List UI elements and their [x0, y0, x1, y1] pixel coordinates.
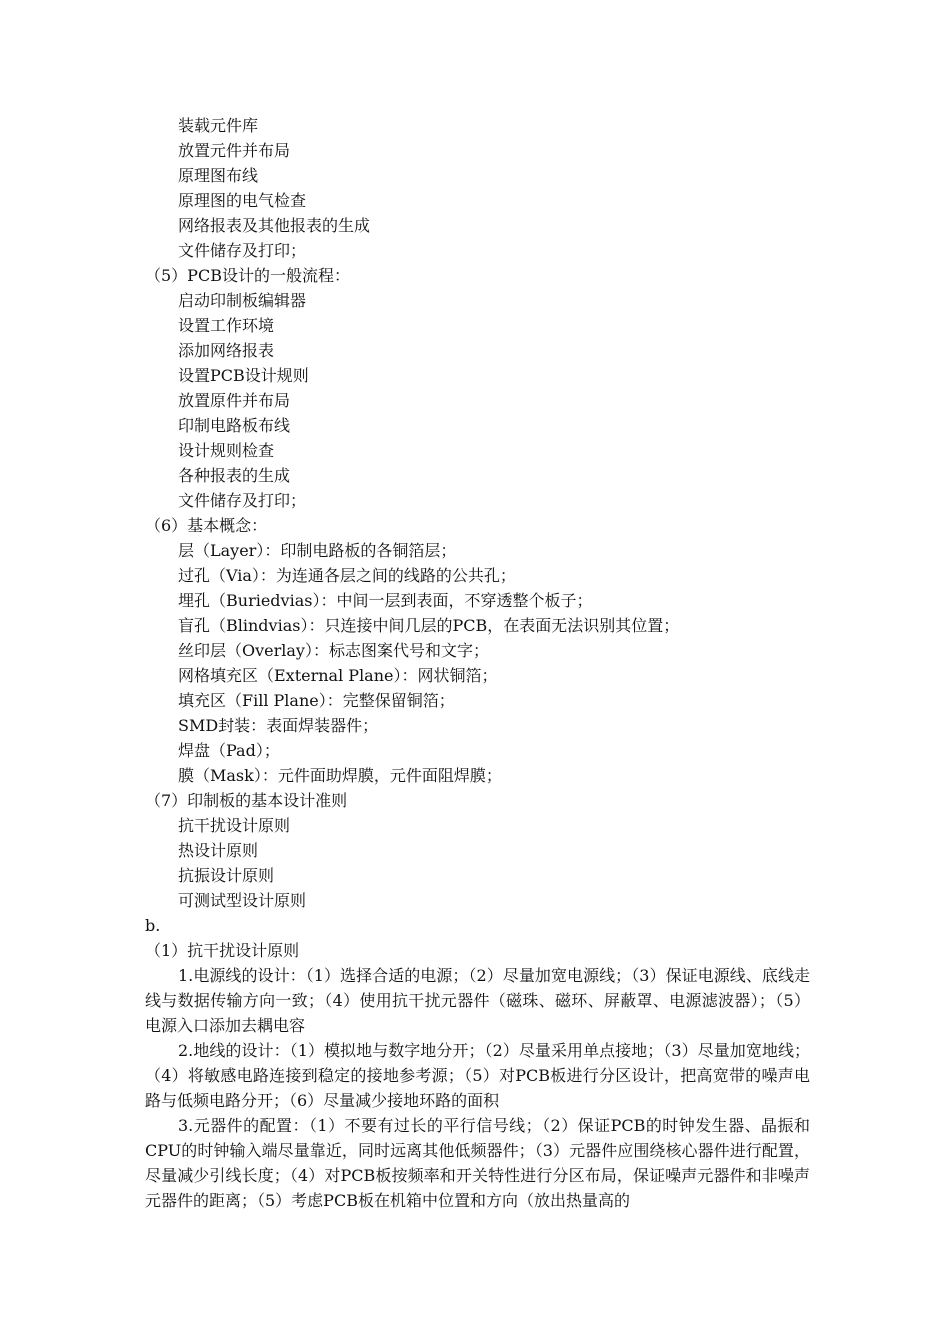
list-item: 放置原件并布局: [178, 391, 291, 410]
paragraph-component-layout: 3.元器件的配置：（1）不要有过长的平行信号线；（2）保证PCB的时钟发生器、晶振和CPU的时钟输入端尽量靠近，同时远离其他低频器件；（3）元器件应围绕核心器件进行配置，尽量减少引线长度；（4）对PCB板按频率和开关特性进行分区布局，保证噪声元器件和非噪声元器件的距离；（5）考虑PCB板在机箱中位置和方向（放出热量高的: [145, 1116, 810, 1210]
section-heading-pcb-flow: （5）PCB设计的一般流程：: [145, 266, 350, 285]
document-body: [145, 113, 810, 1213]
list-item: 网格填充区（External Plane）：网状铜箔；: [178, 666, 498, 685]
list-item: 文件储存及打印；: [178, 241, 307, 260]
list-item: 热设计原则: [178, 841, 259, 860]
list-item: 网络报表及其他报表的生成: [178, 216, 371, 235]
paragraph-power-line: 1.电源线的设计：（1）选择合适的电源；（2）尽量加宽电源线；（3）保证电源线、底线走线与数据传输方向一致；（4）使用抗干扰元器件（磁珠、磁环、屏蔽罩、电源滤波器）；（5）电源入口添加去耦电容: [145, 966, 810, 1035]
list-item: 可测试型设计原则: [178, 891, 307, 910]
list-item: 启动印制板编辑器: [178, 291, 307, 310]
list-item: 过孔（Via）：为连通各层之间的线路的公共孔；: [178, 566, 516, 585]
list-item: 填充区（Fill Plane）：完整保留铜箔；: [178, 691, 455, 710]
list-item: 原理图的电气检查: [178, 191, 307, 210]
list-item: SMD封装：表面焊装器件；: [178, 716, 379, 735]
list-item: 膜（Mask）：元件面助焊膜，元件面阻焊膜；: [178, 766, 502, 785]
list-item: 设置工作环境: [178, 316, 275, 335]
list-item: 盲孔（Blindvias）：只连接中间几层的PCB，在表面无法识别其位置；: [178, 616, 680, 635]
section-heading-design-rules: （7）印制板的基本设计准则: [145, 791, 348, 810]
section-heading-basic-concepts: （6）基本概念：: [145, 516, 268, 535]
paragraph-ground-line: 2.地线的设计：（1）模拟地与数字地分开；（2）尽量采用单点接地；（3）尽量加宽地线；（4）将敏感电路连接到稳定的接地参考源；（5）对PCB板进行分区设计，把高宽带的噪声电路与低频电路分开；（6）尽量减少接地环路的面积: [145, 1041, 810, 1110]
list-item: 文件储存及打印；: [178, 491, 307, 510]
section-heading-anti-interference: （1）抗干扰设计原则: [145, 941, 300, 960]
list-item: 焊盘（Pad）；: [178, 741, 280, 760]
part-label: b.: [145, 916, 161, 935]
list-item: 设计规则检查: [178, 441, 275, 460]
list-item: 设置PCB设计规则: [178, 366, 309, 385]
list-item: 抗振设计原则: [178, 866, 275, 885]
list-item: 原理图布线: [178, 166, 259, 185]
list-item: 埋孔（Buriedvias）：中间一层到表面，不穿透整个板子；: [178, 591, 593, 610]
list-item: 添加网络报表: [178, 341, 275, 360]
list-item: 丝印层（Overlay）：标志图案代号和文字；: [178, 641, 489, 660]
list-item: 印制电路板布线: [178, 416, 291, 435]
list-item: 抗干扰设计原则: [178, 816, 291, 835]
list-item: 各种报表的生成: [178, 466, 291, 485]
list-item: 层（Layer）：印制电路板的各铜箔层；: [178, 541, 457, 560]
list-item: 放置元件并布局: [178, 141, 291, 160]
list-item: 装载元件库: [178, 116, 259, 135]
